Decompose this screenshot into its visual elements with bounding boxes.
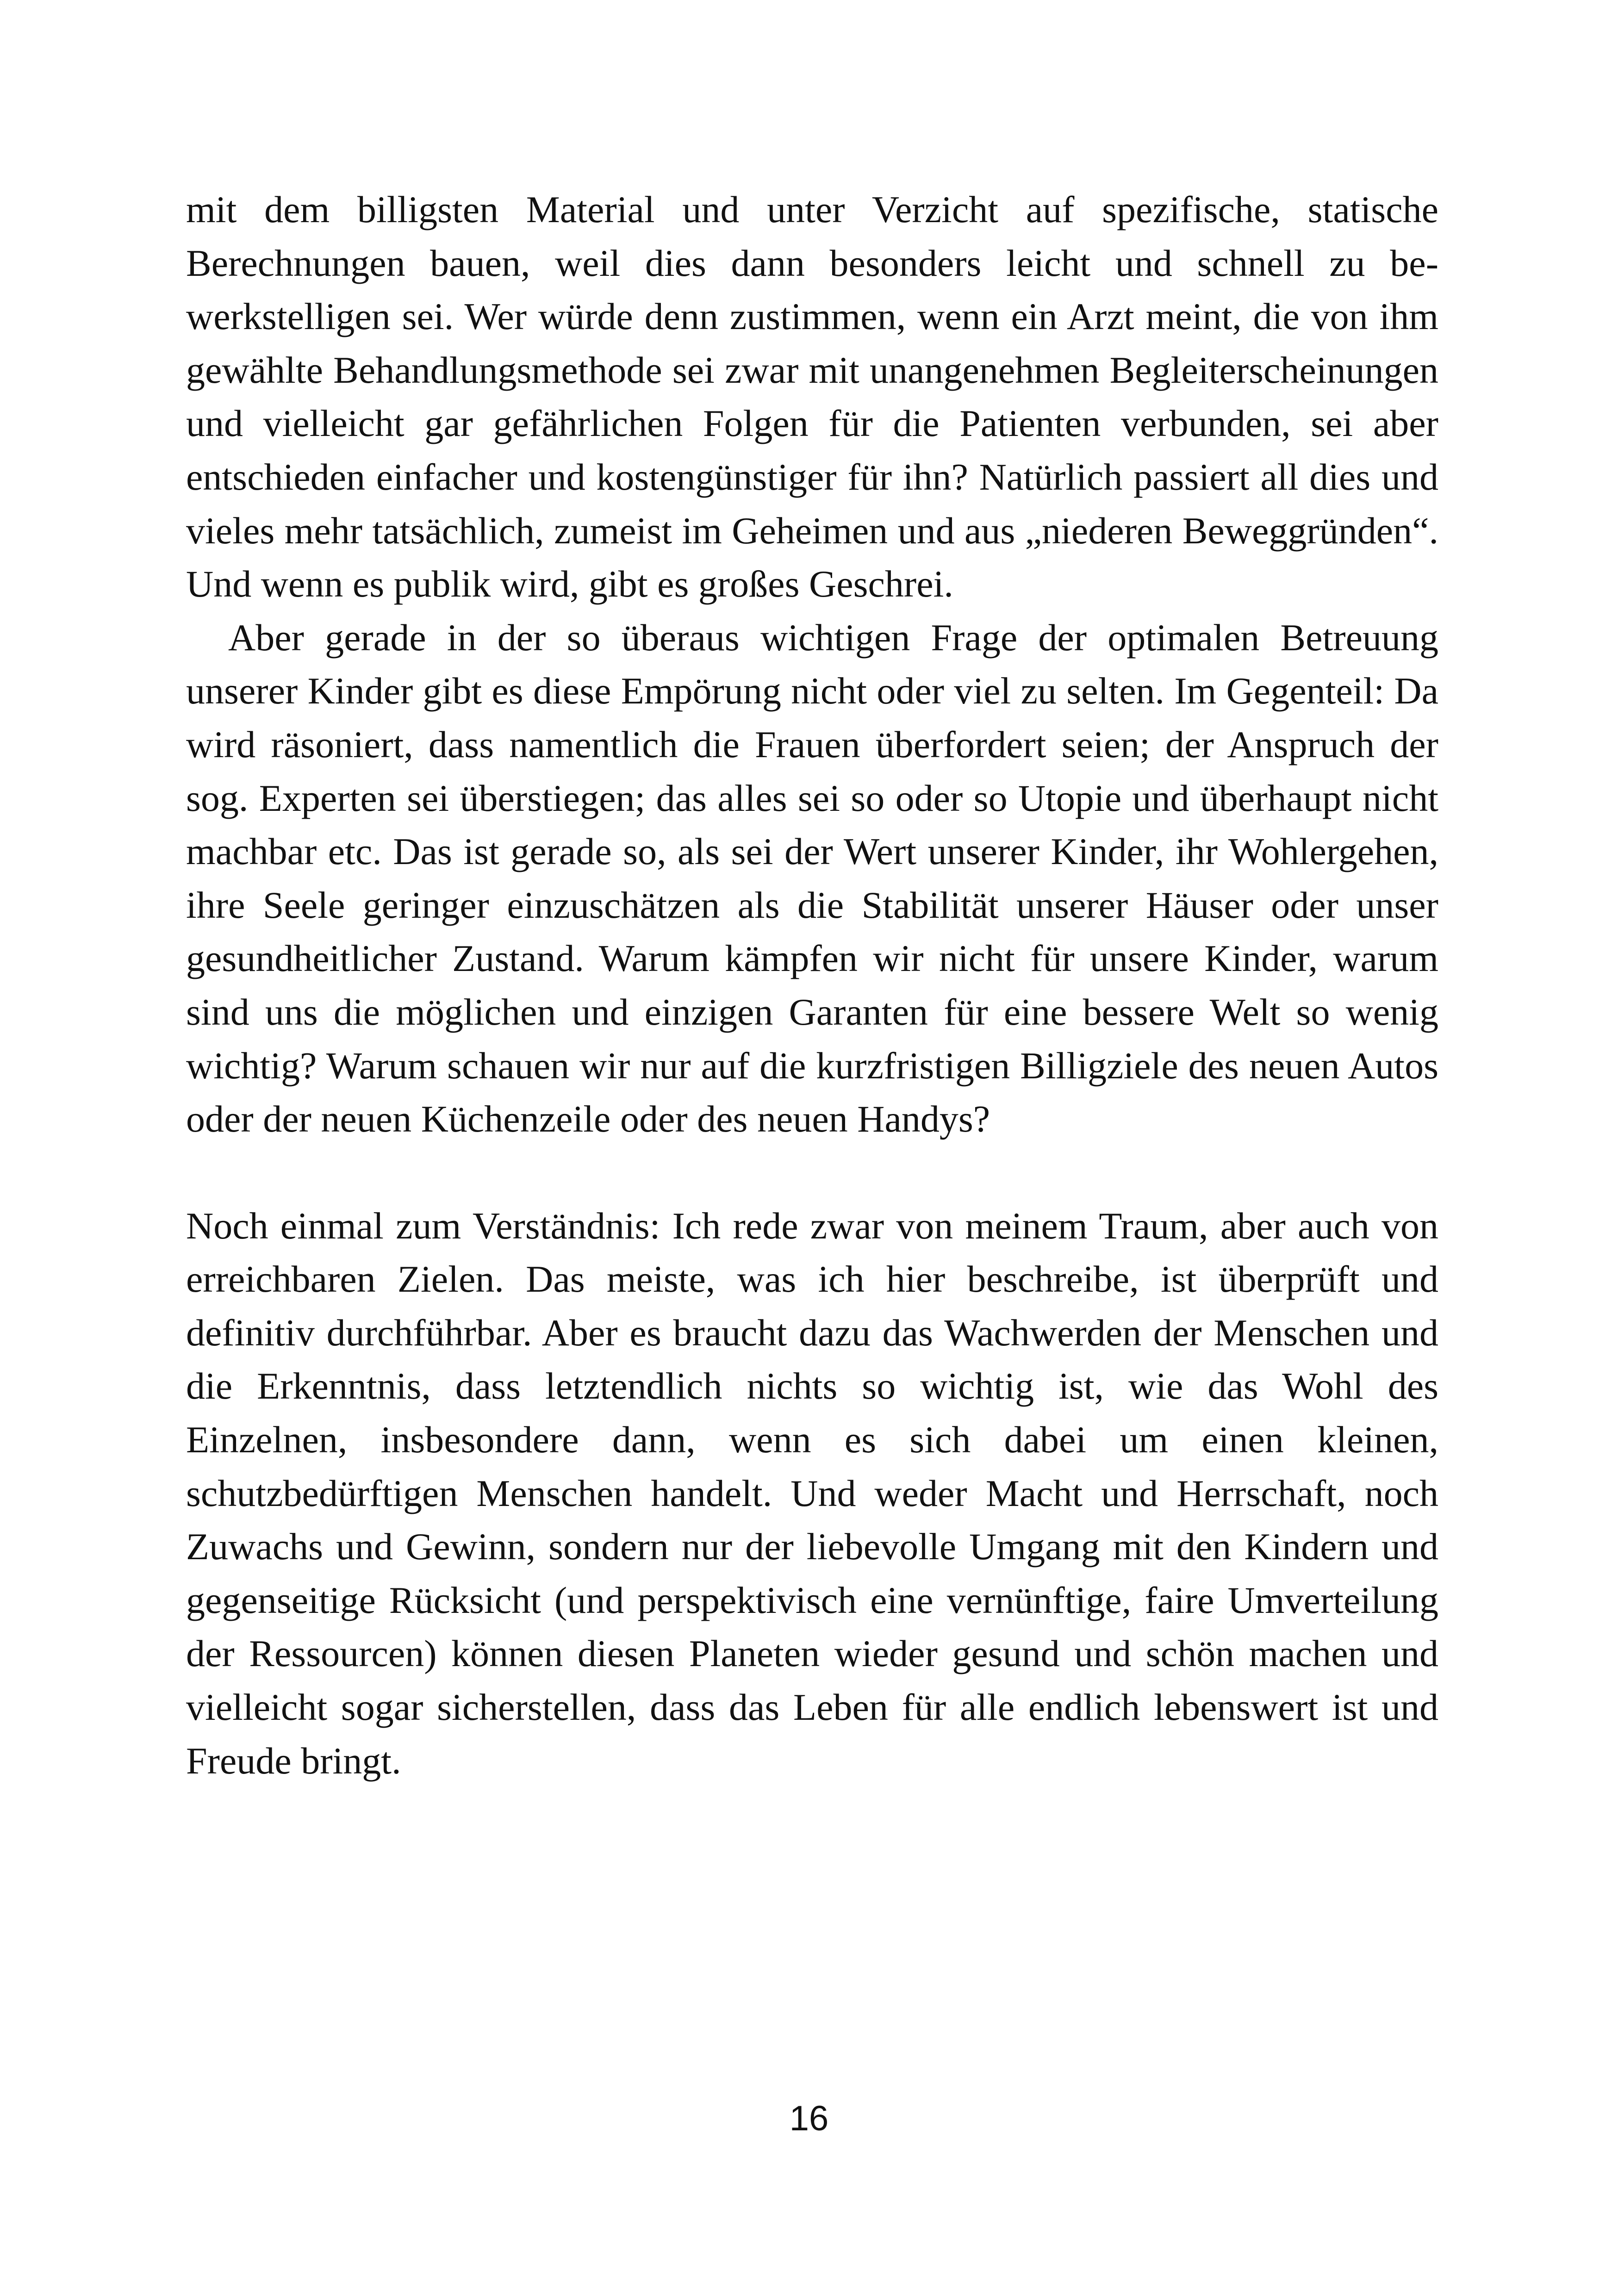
paragraph-1: mit dem billigsten Material und unter Verzicht auf spezifische, statische Berechnungen bauen, weil dies dann besonders leicht und schnell zu bewerkstelligen sei. Wer würde denn zustimmen, wenn ein Arzt meint, die von ihm gewählte Behandlungsmethode sei zwar mit unangenehmen Begleiterscheinungen und vielleicht gar gefährlichen Folgen für die Patienten verbunden, sei aber entschieden einfacher und kostengünstiger für ihn? Natürlich passiert all dies und vieles mehr tatsächlich, zumeist im Geheimen und aus „niederen Beweggründen“. Und wenn es publik wird, gibt es großes Geschrei.: [186, 188, 1438, 605]
paragraph-3: Noch einmal zum Verständnis: Ich rede zwar von meinem Traum, aber auch von erreichbaren Zielen. Das meiste, was ich hier beschreibe, ist überprüft und definitiv durchführbar. Aber es braucht dazu das Wachwerden der Menschen und die Erkenntnis, dass letztendlich nichts so wichtig ist, wie das Wohl des Einzelnen, insbesondere dann, wenn es sich dabei um einen kleinen, schutzbedürftigen Menschen handelt. Und weder Macht und Herrschaft, noch Zuwachs und Gewinn, sondern nur der liebevolle Umgang mit den Kindern und gegenseitige Rücksicht (und perspektivisch eine vernünftige, faire Umverteilung der Ressourcen) können diesen Planeten wieder gesund und schön machen und vielleicht sogar sicherstellen, dass das Leben für alle endlich lebenswert ist und Freude bringt.: [186, 1204, 1438, 1782]
body-text: [186, 183, 1438, 1787]
page-number: 16: [789, 2099, 829, 2138]
paragraph-2: Aber gerade in der so überaus wichtigen Frage der optimalen Betreuung unserer Kinder gibt es diese Empörung nicht oder viel zu selten. Im Gegenteil: Da wird räsoniert, dass namentlich die Frauen überfordert seien; der Anspruch der sog. Experten sei überstiegen; das alles sei so oder so Utopie und überhaupt nicht machbar etc. Das ist gerade so, als sei der Wert unserer Kinder, ihr Wohlergehen, ihre Seele geringer einzuschätzen als die Stabilität unserer Häuser oder unser gesundheitlicher Zustand. Warum kämpfen wir nicht für unsere Kinder, warum sind uns die möglichen und einzigen Garanten für eine bessere Welt so wenig wichtig? Warum schauen wir nur auf die kurzfristigen Billigziele des neuen Autos oder der neuen Küchenzeile oder des neuen Handys?: [186, 616, 1438, 1140]
